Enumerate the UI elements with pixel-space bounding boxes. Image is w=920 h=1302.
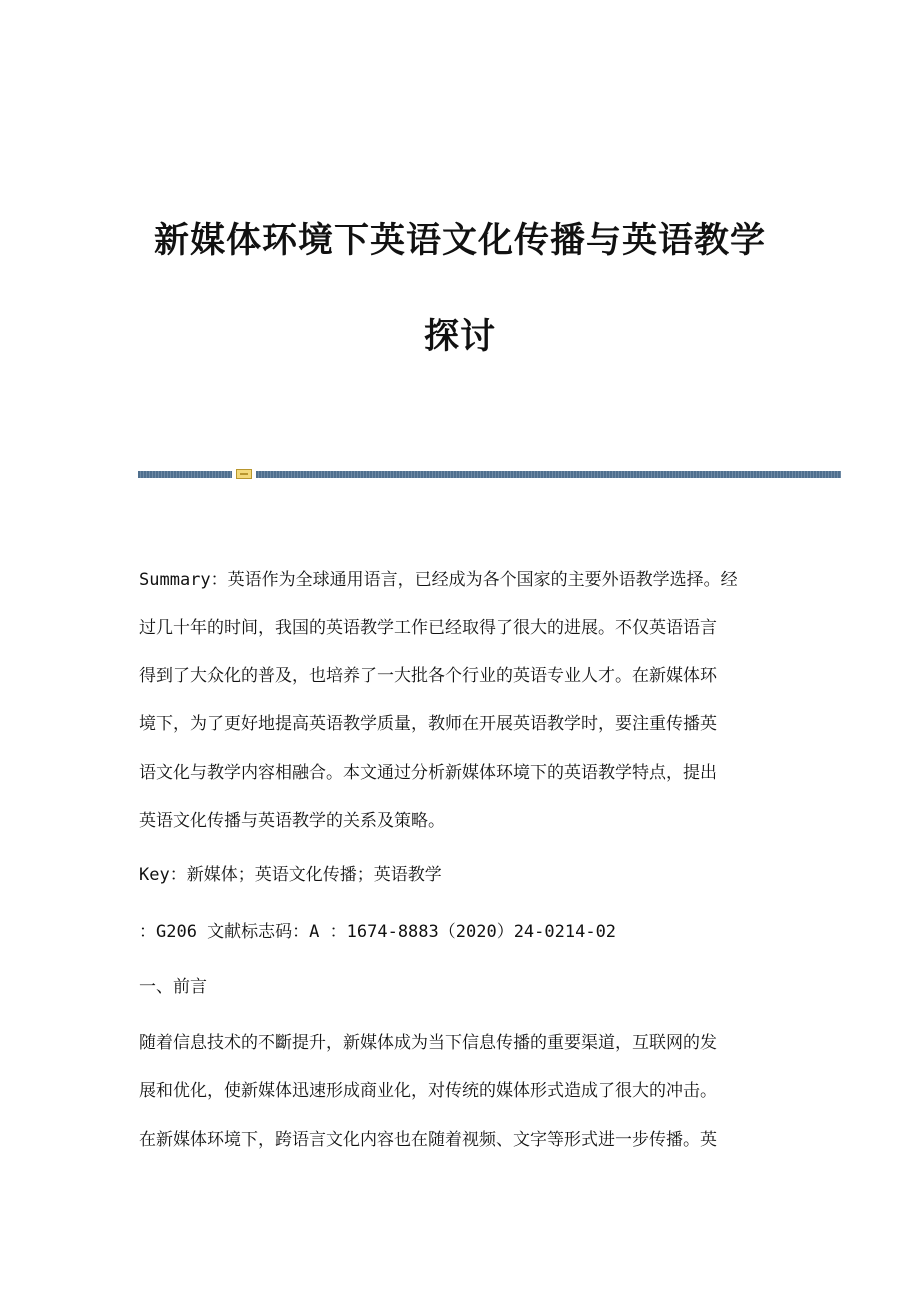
document-title-line-2: 探讨 (423, 316, 496, 357)
summary-line: 英语文化传播与英语教学的关系及策略。 (139, 811, 445, 831)
divider-bar-right (256, 471, 841, 478)
section-heading: 一、前言 (139, 977, 207, 997)
classification-line: ：G206 文献标志码：A ：1674-8883（2020）24-0214-02 (139, 922, 617, 942)
summary-line: 得到了大众化的普及，也培养了一大批各个行业的英语专业人才。在新媒体环 (139, 666, 717, 686)
intro-line: 展和优化，使新媒体迅速形成商业化，对传统的媒体形式造成了很大的冲击。 (139, 1081, 717, 1101)
summary-line: 语文化与教学内容相融合。本文通过分析新媒体环境下的英语教学特点，提出 (139, 763, 717, 783)
summary-line: 过几十年的时间，我国的英语教学工作已经取得了很大的进展。不仅英语语言 (139, 618, 717, 638)
keywords-line: Key：新媒体；英语文化传播；英语教学 (139, 865, 442, 885)
intro-line: 随着信息技术的不斷提升，新媒体成为当下信息传播的重要渠道，互联网的发 (139, 1033, 717, 1053)
intro-line: 在新媒体环境下，跨语言文化内容也在随着视频、文字等形式进一步传播。英 (139, 1130, 717, 1150)
title-divider (138, 469, 841, 479)
divider-ornament-icon (236, 469, 252, 479)
document-title-line-1: 新媒体环境下英语文化传播与英语教学 (153, 220, 766, 261)
divider-bar-left (138, 471, 232, 478)
summary-line: Summary：英语作为全球通用语言，已经成为各个国家的主要外语教学选择。经 (139, 570, 738, 590)
summary-line: 境下，为了更好地提高英语教学质量，教师在开展英语教学时，要注重传播英 (139, 714, 717, 734)
